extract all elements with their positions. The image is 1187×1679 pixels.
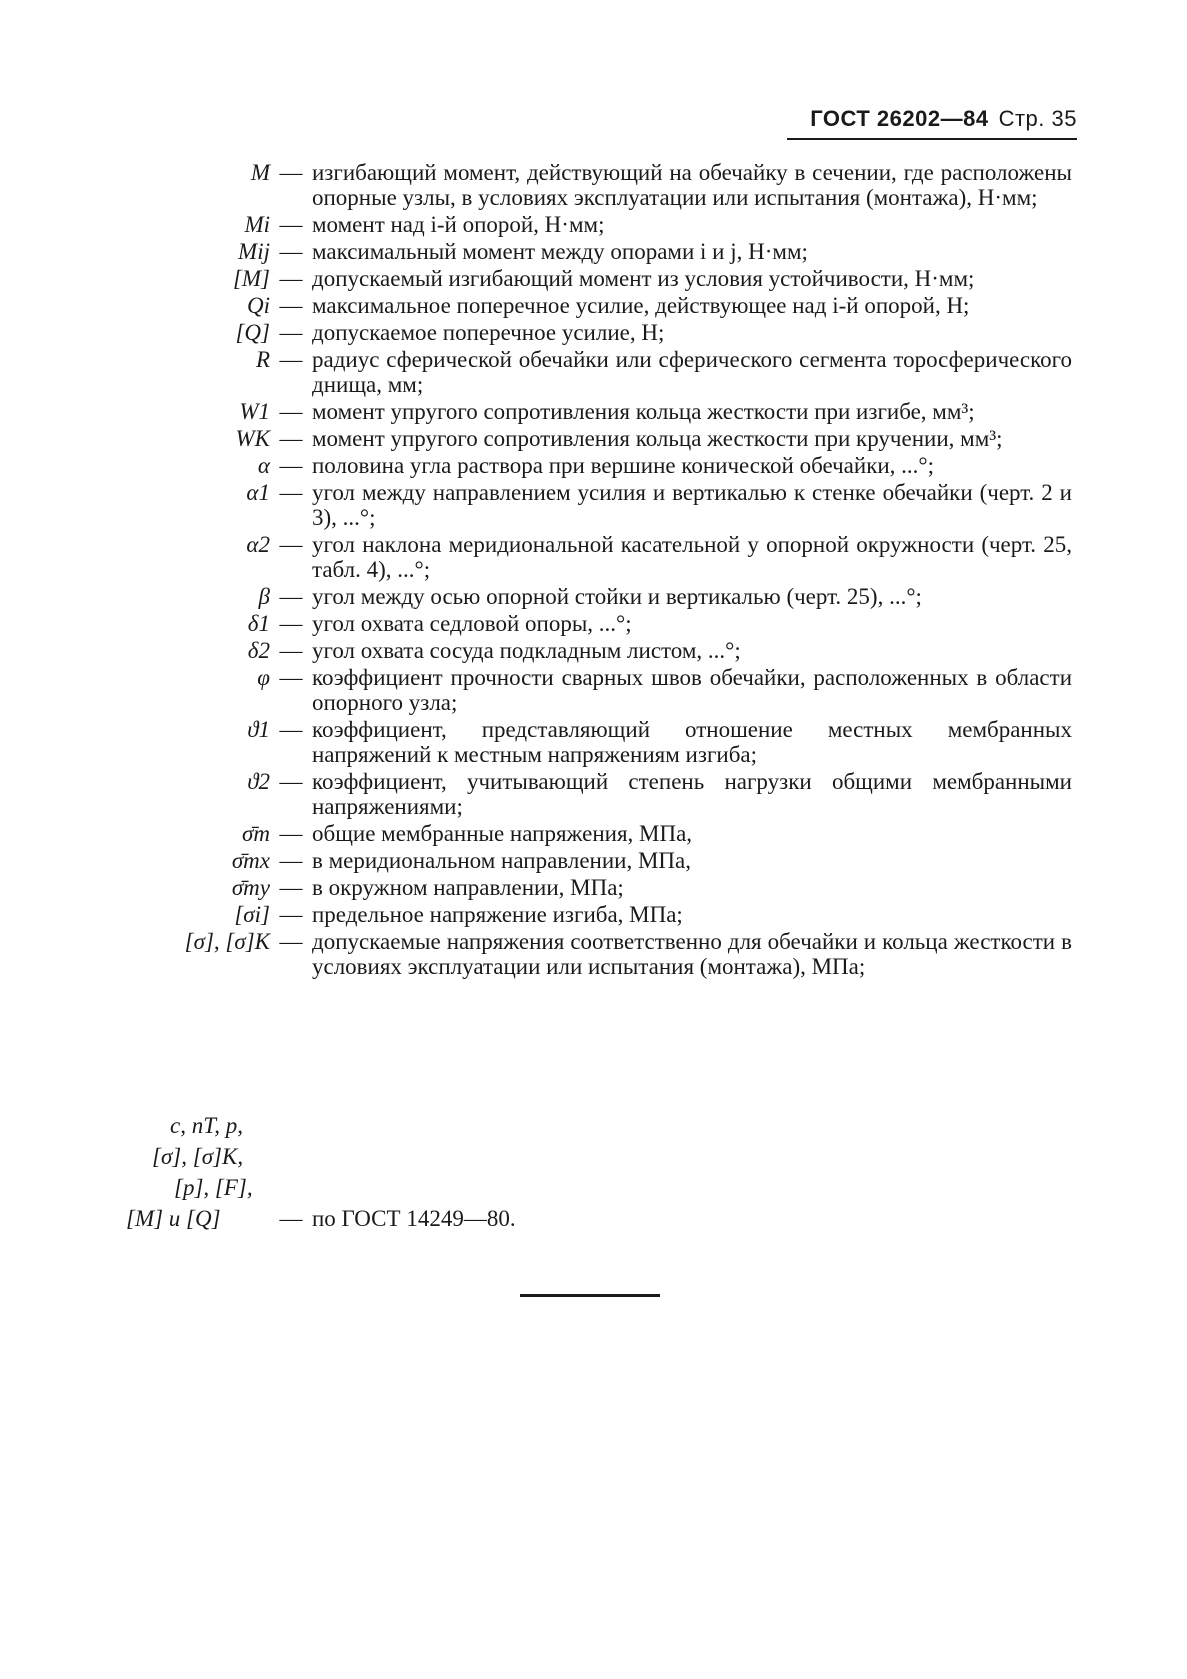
definition-symbol: σ̄my [231,875,270,900]
definition-symbol: σ̄m [242,821,270,846]
definition-dash: — [279,902,303,927]
definition-text: половина угла раствора при вершине конической обечайки, ...°; [312,453,935,478]
definition-dash: — [279,875,303,900]
definition-row [0,638,1187,663]
definitions-list [0,160,1187,981]
definition-row [0,929,1187,979]
definition-text: в меридиональном направлении, МПа, [312,848,691,873]
definition-text: угол между направлением усилия и вертикалью к стенке обечайки (черт. 2 и 3), ...°; [312,480,1072,530]
definition-row [0,426,1187,451]
definition-text: угол между осью опорной стойки и вертикалью (черт. 25), ...°; [312,584,922,609]
definition-dash: — [279,426,303,451]
reference-symbols-line-3: [p], [F], [174,1175,253,1200]
definition-symbol: ϑ1 [247,717,270,742]
definition-text: в окружном направлении, МПа; [312,875,624,900]
definition-row [0,902,1187,927]
definition-row [0,875,1187,900]
definition-row [0,717,1187,767]
definition-dash: — [279,239,303,264]
definition-row [0,532,1187,582]
definition-row [0,821,1187,846]
definition-text: максимальный момент между опорами i и j, Н·мм; [312,239,808,264]
definition-row [0,611,1187,636]
definition-dash: — [279,453,303,478]
definition-row [0,347,1187,397]
shared-reference-block [0,1110,1187,1234]
definition-symbol: [Q] [235,320,270,345]
definition-row [0,665,1187,715]
definition-dash: — [279,584,303,609]
definition-text: угол охвата седловой опоры, ...°; [312,611,632,636]
definition-row [0,212,1187,237]
definition-dash: — [279,769,303,794]
definition-dash: — [279,532,303,557]
definition-text: радиус сферической обечайки или сферического сегмента торосферического днища, мм; [312,347,1072,397]
reference-symbols-line-1: c, nT, p, [170,1113,244,1138]
definition-text: момент упругого сопротивления кольца жесткости при изгибе, мм³; [312,399,975,424]
definition-dash: — [279,665,303,690]
definition-dash: — [279,611,303,636]
definition-symbol: Qi [247,293,270,318]
page-number: Стр. 35 [998,106,1077,131]
definition-symbol: σ̄mx [231,848,270,873]
definition-symbol: φ [257,665,270,690]
definition-text: угол наклона меридиональной касательной у опорной окружности (черт. 25, табл. 4), ...°; [312,532,1072,582]
definition-row [0,769,1187,819]
definition-symbol: δ1 [247,611,270,636]
standard-title: ГОСТ 26202—84 [810,106,989,131]
definition-symbol: α1 [246,480,270,505]
definition-row [0,239,1187,264]
definition-row [0,480,1187,530]
reference-symbols-line-4 [0,1203,1187,1234]
definition-symbol: Mi [244,212,270,237]
definition-dash: — [279,717,303,742]
definition-text: допускаемый изгибающий момент из условия устойчивости, Н·мм; [312,266,975,291]
definition-symbol: ϑ2 [247,769,270,794]
definition-text: коэффициент прочности сварных швов обечайки, расположенных в области опорного узла; [312,665,1072,715]
definition-symbol: M [250,160,270,185]
definition-text: момент упругого сопротивления кольца жесткости при кручении, мм³; [312,426,1003,451]
definition-text: общие мембранные напряжения, МПа, [312,821,693,846]
definition-symbol: α2 [246,532,270,557]
definition-row [0,266,1187,291]
definition-symbol: α [257,453,270,478]
definition-row [0,584,1187,609]
definition-text: максимальное поперечное усилие, действующее над i-й опорой, Н; [312,293,970,318]
definition-dash: — [279,480,303,505]
definition-dash: — [279,160,303,185]
definition-text: изгибающий момент, действующий на обечайку в сечении, где расположены опорные узлы, в условиях эксплуатации или испытания (монтажа), Н·мм; [312,160,1072,210]
definition-dash: — [279,293,303,318]
definition-row [0,293,1187,318]
reference-standard-text: по ГОСТ 14249—80. [312,1206,516,1231]
definition-text: коэффициент, учитывающий степень нагрузки общими мембранными напряжениями; [312,769,1072,819]
definition-row [0,399,1187,424]
definition-symbol: WK [235,426,270,451]
definition-symbol: β [258,584,270,609]
definition-symbol: [M] [232,266,270,291]
definition-symbol: Mij [238,239,270,264]
end-rule [520,1294,660,1297]
definition-row [0,848,1187,873]
definition-dash: — [279,266,303,291]
definition-symbol: [σ], [σ]K [184,929,270,954]
definition-dash: — [279,848,303,873]
definition-text: допускаемое поперечное усилие, Н; [312,320,665,345]
definition-row [0,453,1187,478]
reference-symbols-line-2: [σ], [σ]K, [152,1144,244,1169]
reference-symbols-last: [M] и [Q] [126,1206,221,1231]
definition-text: угол охвата сосуда подкладным листом, ...°; [312,638,741,663]
definition-row [0,320,1187,345]
definition-text: допускаемые напряжения соответственно для обечайки и кольца жесткости в условиях эксплуатации или испытания (монтажа), МПа; [312,929,1072,979]
definition-dash: — [279,399,303,424]
definition-row [0,160,1187,210]
definition-symbol: [σi] [234,902,270,927]
definition-dash: — [279,347,303,372]
page-header [787,106,1077,140]
definition-text: предельное напряжение изгиба, МПа; [312,902,683,927]
definition-dash: — [279,212,303,237]
definition-dash: — [279,638,303,663]
definition-symbol: W1 [239,399,270,424]
definition-text: момент над i-й опорой, Н·мм; [312,212,605,237]
definition-symbol: R [255,347,270,372]
definition-symbol: δ2 [247,638,270,663]
definition-text: коэффициент, представляющий отношение местных мембранных напряжений к местным напряжениям изгиба; [312,717,1072,767]
definition-dash: — [279,929,303,954]
definition-dash: — [279,821,303,846]
definition-dash: — [279,320,303,345]
definition-dash: — [279,1206,303,1231]
